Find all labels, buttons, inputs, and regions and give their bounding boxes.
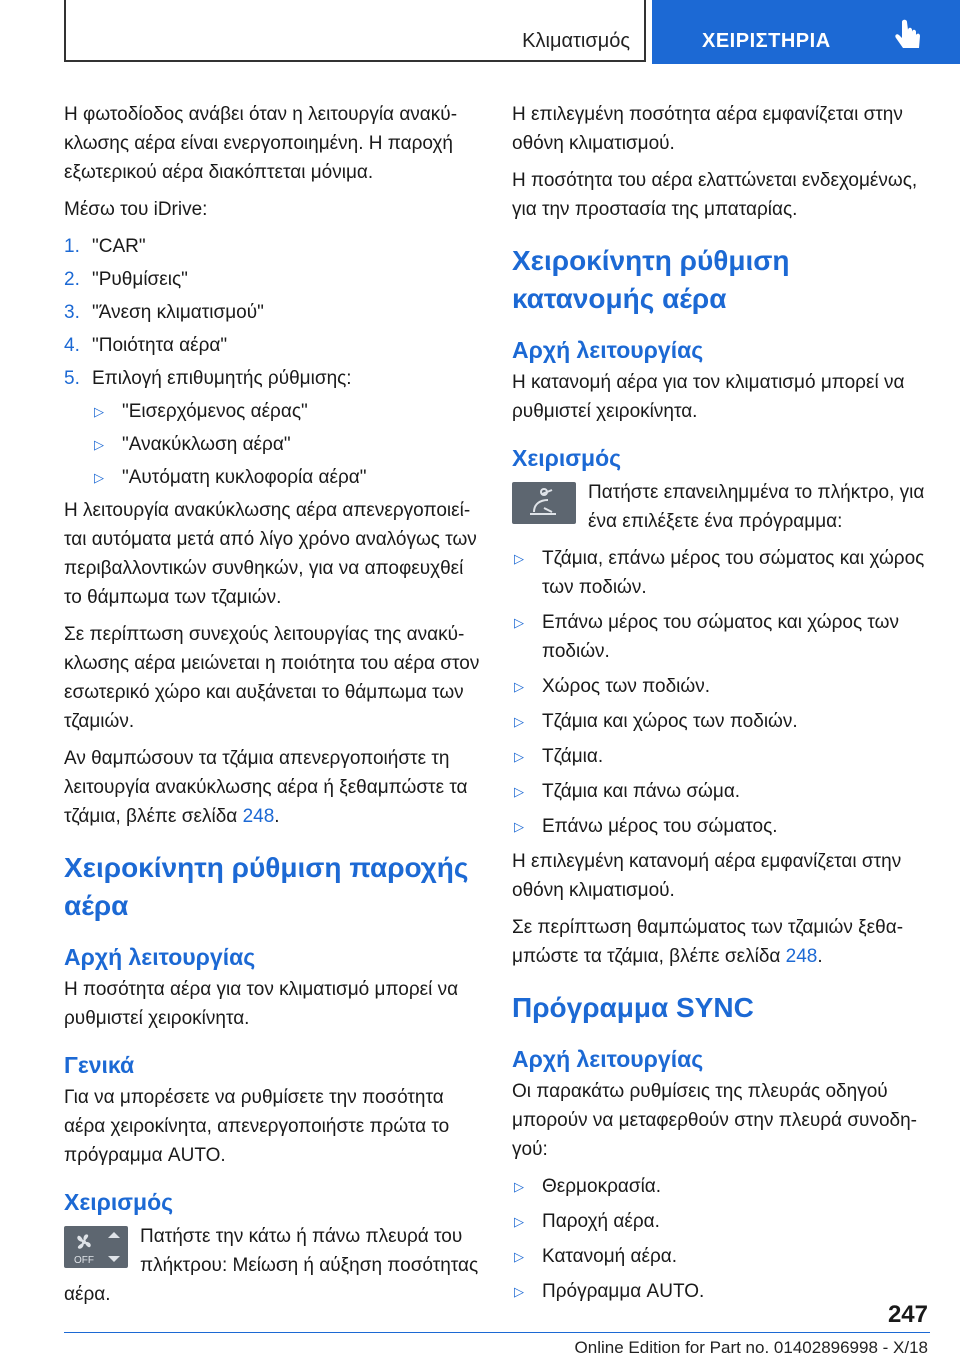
paragraph: Μέσω του iDrive:: [64, 199, 208, 220]
triangle-bullet-icon: ▷: [514, 1249, 524, 1264]
subsection-heading: Αρχή λειτουργίας: [512, 337, 704, 363]
section-heading: Πρόγραμμα SYNC: [512, 992, 754, 1023]
paragraph: Πατήστε την κάτω ή πάνω πλευρά του πλήκτρου: Μείωση ή αύξηση ποσότητας αέρα.: [64, 1226, 479, 1305]
paragraph: Σε περίπτωση θαμπώματος των τζαμιών ξεθαμπώστε τα τζάμια, βλέπε σελίδα 248.: [512, 917, 904, 967]
chapter-box: [64, 0, 646, 62]
step-text: Επιλογή επιθυμητής ρύθμισης:: [92, 368, 352, 389]
paragraph: Σε περίπτωση συνεχούς λειτουργίας της ανακύκλωσης αέρα μειώνεται η ποιότητα του αέρα στον εσωτερικό χώρο και αυξάνεται το θάμπωμα των τζαμιών.: [64, 624, 480, 732]
list-item: [64, 265, 484, 294]
air-distribution-icon: [512, 482, 576, 524]
triangle-bullet-icon: ▷: [514, 749, 524, 764]
paragraph: Για να μπορέσετε να ρυθμίσετε την ποσότητα αέρα χειροκίνητα, απενεργοποιήστε πρώτα το πρόγραμμα AUTO.: [64, 1087, 450, 1166]
page-link[interactable]: 248: [785, 946, 818, 967]
section-heading: Χειροκίνητη ρύθμιση παροχής αέρα: [64, 852, 469, 921]
triangle-bullet-icon: ▷: [514, 714, 524, 729]
paragraph: Η φωτοδίοδος ανάβει όταν η λειτουργία ανακύκλωσης αέρα είναι ενεργοποιημένη. Η παροχή εξωτερικού αέρα διακόπτεται μόνιμα.: [64, 104, 458, 183]
triangle-bullet-icon: ▷: [94, 470, 104, 485]
section-label: ΧΕΙΡΙΣΤΗΡΙΑ: [702, 30, 831, 52]
list-item: [64, 298, 484, 327]
triangle-bullet-icon: ▷: [514, 615, 524, 630]
step-text: "Ποιότητα αέρα": [92, 335, 228, 356]
paragraph: Η λειτουργία ανακύκλωσης αέρα απενεργοποιείται αυτόματα μετά από λίγο χρόνο αναλόγως των περιβαλλοντικών συνθηκών, για να αποφευχθεί το θάμπωμα των τζαμιών.: [64, 500, 477, 608]
list-item: [64, 232, 484, 261]
triangle-bullet-icon: ▷: [514, 551, 524, 566]
list-item: ▷ Επάνω μέρος του σώματος.: [512, 812, 930, 841]
fan-icon: [64, 1226, 128, 1268]
hand-pointer-icon: [890, 18, 926, 54]
step-number: 5.: [64, 368, 80, 389]
paragraph: Η ποσότητα του αέρα ελαττώνεται ενδεχομένως, για την προστασία της μπαταρίας.: [512, 170, 918, 220]
triangle-bullet-icon: ▷: [514, 819, 524, 834]
list-item: ▷ Επάνω μέρος του σώματος και χώρος των ποδιών.: [512, 608, 930, 666]
air-distribution-button-image: [512, 482, 576, 524]
left-column: [64, 100, 484, 1317]
paragraph: Η ποσότητα αέρα για τον κλιματισμό μπορεί να ρυθμιστεί χειροκίνητα.: [64, 979, 459, 1029]
subsection-heading: Χειρισμός: [512, 445, 622, 471]
list-item: [64, 364, 484, 393]
step-number: 4.: [64, 335, 80, 356]
page-number: 247: [887, 1301, 928, 1328]
paragraph: Η επιλεγμένη ποσότητα αέρα εμφανίζεται στην οθόνη κλιματισμού.: [512, 104, 903, 154]
fan-button-image: [64, 1226, 128, 1268]
list-item: ▷ Τζάμια και πάνω σώμα.: [512, 777, 930, 806]
chapter-title: Κλιματισμός: [522, 30, 630, 52]
list-item: ▷ "Εισερχόμενος αέρας": [64, 397, 484, 426]
right-column: [512, 100, 930, 1312]
paragraph: Αν θαμπώσουν τα τζάμια απενεργοποιήστε τη λειτουργία ανακύκλωσης αέρα ή ξεθαμπώστε τα τζάμια, βλέπε σελίδα 248.: [64, 748, 468, 827]
triangle-bullet-icon: ▷: [514, 1179, 524, 1194]
section-tab: [652, 0, 960, 64]
list-item: ▷ Χώρος των ποδιών.: [512, 672, 930, 701]
operation-block: [512, 478, 930, 536]
list-item: ▷ Τζάμια, επάνω μέρος του σώματος και χώρος των ποδιών.: [512, 544, 930, 602]
step-number: 2.: [64, 269, 80, 290]
list-item: ▷ Παροχή αέρα.: [512, 1207, 930, 1236]
paragraph: Η κατανομή αέρα για τον κλιματισμό μπορεί να ρυθμιστεί χειροκίνητα.: [512, 372, 905, 422]
list-item: ▷ "Ανακύκλωση αέρα": [64, 430, 484, 459]
step-text: "Ρυθμίσεις": [92, 269, 188, 290]
paragraph: Πατήστε επανειλημμένα το πλήκτρο, για ένα επιλέξετε ένα πρόγραμμα:: [588, 482, 925, 532]
subsection-heading: Αρχή λειτουργίας: [64, 944, 256, 970]
triangle-bullet-icon: ▷: [514, 1284, 524, 1299]
distribution-programs: [512, 544, 930, 841]
step-text: "CAR": [92, 236, 146, 257]
list-item: ▷ Πρόγραμμα AUTO.: [512, 1277, 930, 1306]
paragraph: Οι παρακάτω ρυθμίσεις της πλευράς οδηγού μπορούν να μεταφερθούν στην πλευρά συνοδηγού:: [512, 1081, 917, 1160]
step-text: "Άνεση κλιματισμού": [92, 302, 264, 323]
step-number: 1.: [64, 236, 80, 257]
list-item: ▷ Τζάμια και χώρος των ποδιών.: [512, 707, 930, 736]
subsection-heading: Αρχή λειτουργίας: [512, 1046, 704, 1072]
triangle-bullet-icon: ▷: [514, 1214, 524, 1229]
triangle-bullet-icon: ▷: [94, 437, 104, 452]
footer-divider: [64, 1332, 930, 1333]
step-number: 3.: [64, 302, 80, 323]
edition-note: Online Edition for Part no. 01402896998 - X/18: [574, 1338, 928, 1357]
subsection-heading: Γενικά: [64, 1052, 135, 1078]
list-item: ▷ Κατανομή αέρα.: [512, 1242, 930, 1271]
button-off-label: OFF: [74, 1255, 94, 1266]
subsection-heading: Χειρισμός: [64, 1189, 174, 1215]
list-item: ▷ Θερμοκρασία.: [512, 1172, 930, 1201]
page-link[interactable]: 248: [242, 806, 275, 827]
idrive-steps: [64, 232, 484, 393]
page-header: [64, 0, 960, 64]
list-item: ▷ "Αυτόματη κυκλοφορία αέρα": [64, 463, 484, 492]
triangle-bullet-icon: ▷: [94, 404, 104, 419]
list-item: ▷ Τζάμια.: [512, 742, 930, 771]
triangle-bullet-icon: ▷: [514, 784, 524, 799]
setting-options: [64, 397, 484, 492]
operation-block: [64, 1222, 484, 1309]
list-item: [64, 331, 484, 360]
triangle-bullet-icon: ▷: [514, 679, 524, 694]
paragraph: Η επιλεγμένη κατανομή αέρα εμφανίζεται στην οθόνη κλιματισμού.: [512, 851, 902, 901]
section-heading: Χειροκίνητη ρύθμιση κατανομής αέρα: [512, 245, 790, 314]
sync-settings: [512, 1172, 930, 1306]
